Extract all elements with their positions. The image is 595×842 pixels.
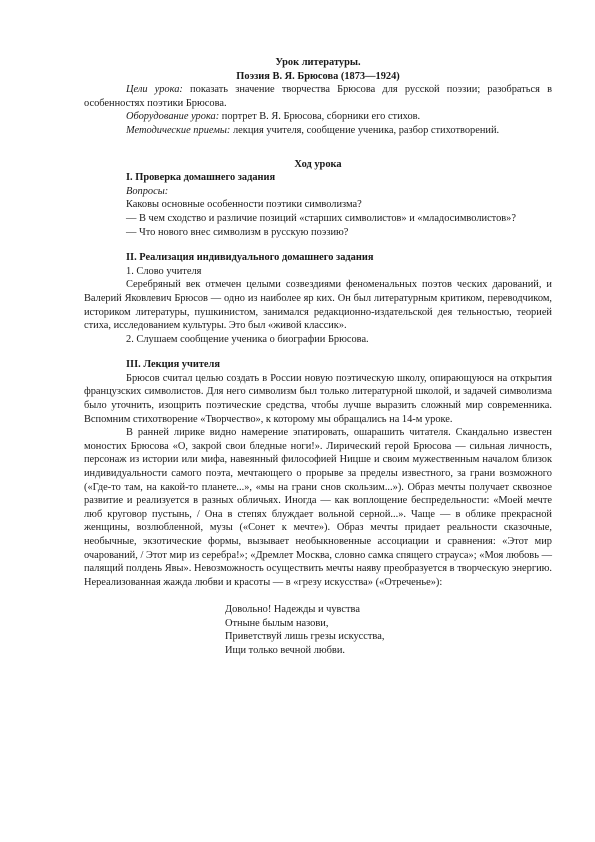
page-subtitle: Поэзия В. Я. Брюсова (1873—1924) bbox=[236, 70, 400, 82]
section1-questions-label: Вопросы: bbox=[126, 185, 169, 197]
section3-heading: III. Лекция учителя bbox=[126, 359, 220, 371]
section1-heading: I. Проверка домашнего задания bbox=[126, 172, 276, 184]
section1-question-2: — В чем сходство и различие позиций «старших символистов» и «младосимволистов»? bbox=[126, 212, 516, 224]
section2-item-1: 1. Слово учителя bbox=[126, 265, 202, 277]
goals-paragraph bbox=[84, 83, 552, 110]
section2-paragraph-1: Серебряный век отмечен целыми созвездиями феноменальных поэтов ческих дарований, и Валерий Яковлевич Брюсов — одно из наиболее яр ких. Он был литературным критиком, переводчиком, историком литературы, пушкинистом, занимался редакционно-издательской дея тельностью, теорией стиха, исследованием культуры. Это был «живой классик». bbox=[84, 279, 552, 332]
goals-label: Цели урока: bbox=[126, 84, 183, 96]
section1-question-3: — Что нового внес символизм в русскую поэзию? bbox=[126, 226, 349, 238]
poem-line: Приветствуй лишь грезы искусства, bbox=[225, 631, 385, 643]
methods-text: лекция учителя, сообщение ученика, разбор стихотворений. bbox=[230, 124, 500, 136]
page-title: Урок литературы. bbox=[275, 57, 361, 68]
equipment-label: Оборудование урока: bbox=[126, 111, 220, 123]
equipment-paragraph bbox=[84, 110, 552, 124]
section1-question-1: Каковы основные особенности поэтики символизма? bbox=[126, 199, 362, 211]
poem-line: Отныне былым назови, bbox=[225, 617, 329, 629]
methods-paragraph bbox=[84, 124, 552, 138]
poem-line: Ищи только вечной любви. bbox=[225, 644, 345, 656]
poem-quote bbox=[225, 603, 552, 657]
poem-line: Довольно! Надежды и чувства bbox=[225, 604, 360, 616]
lesson-heading: Ход урока bbox=[294, 158, 342, 170]
equipment-text: портрет В. Я. Брюсова, сборники его стихов. bbox=[219, 111, 421, 123]
section2-item-2: 2. Слушаем сообщение ученика о биографии Брюсова. bbox=[126, 333, 369, 345]
section3-paragraph-2: В ранней лирике видно намерение эпатировать, ошарашить читателя. Скандально известен моностих Брюсова «О, закрой свои бледные ноги!». Лирический герой Брюсова — сильная личность, персонаж из истории или мифа, навеянный философией Ницше и своим мужественным началом близок индивидуальности самого поэта, мечтающего о прорыве за пределы известного, за грани возможного («Где-то там, на какой-то планете...», «мы на грани снов скользим...»). Образ мечты получает сквозное развитие и реализуется в разных обличьях. Иногда — как воплощение беспредельности: «Моей мечте люб круговор пустынь, / Она в степях блуждает вольной серной...». Чаще — в облике прекрасной женщины, возлюбленной, музы («Сонет к мечте»). Образ мечты придает реальности сказочные, необычные, экзотические формы, вызывает необыкновенные ассоциации и сравнения: «Этот мир очарований, / Этот мир из серебра!»; «Дремлет Москва, словно самка спящего страуса»; «Моя любовь — палящий полдень Явы». Невозможность осуществить мечты наяву преобразуется в творческую энергию. Нереализованная жажда любви и красоты — в «грезу искусства» («Отреченье»): bbox=[84, 427, 552, 588]
document-body bbox=[84, 56, 552, 657]
section3-paragraph-1: Брюсов считал целью создать в России новую поэтическую школу, опирающуюся на открытия французских символистов. Для него символизм был только литературной школой, и задачей символизма было уточнить, изощрить поэтические средства, чтобы лучше выразить сложный мир современника. Вспомним стихотворение «Творчество», к которому мы обращались на 14-м уроке. bbox=[84, 372, 552, 425]
goals-text: показать значение творчества Брюсова для русской поэзии; разобраться в особенностях поэтики Брюсова. bbox=[84, 84, 553, 109]
methods-label: Методические приемы: bbox=[126, 124, 231, 136]
section2-heading: II. Реализация индивидуального домашнего задания bbox=[126, 252, 374, 264]
